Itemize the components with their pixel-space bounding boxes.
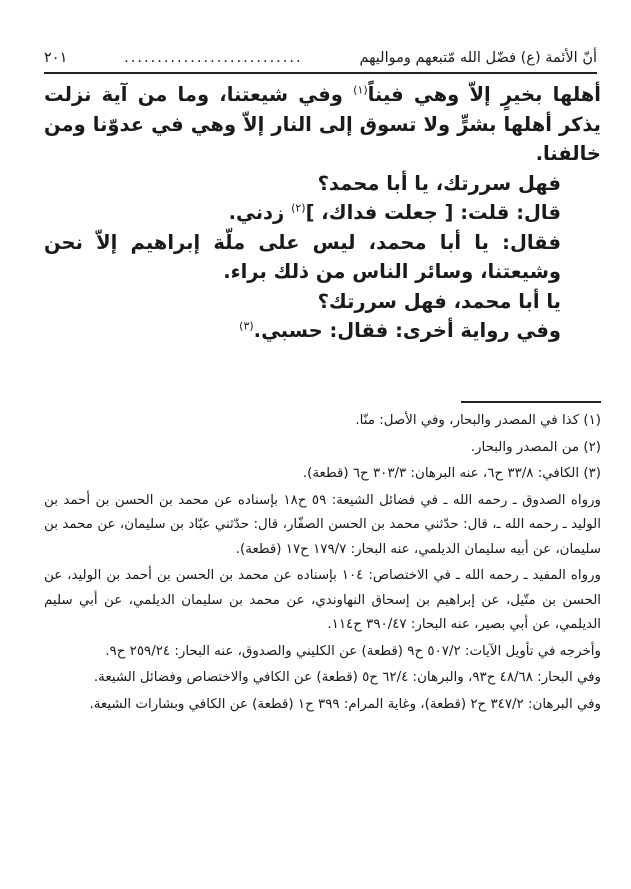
footnote-ref-3[interactable]: (٣) xyxy=(239,319,254,333)
footnote-3-saduq: ورواه الصدوق ـ رحمه الله ـ في فضائل الشيعة: ٥٩ ح١٨ بإسناده عن محمد بن الحسن بن أحمد بن الوليد ـ رحمه الله ـ، قال: حدّثني محمد بن الحسن الصفّار، قال: حدّثني عبّاد بن سليمان، عن محمد بن سليمان، عن أبيه سليمان الديلمي، عنه البحار: ١٧٩/٧ ح١٧ (قطعة). xyxy=(44,492,601,557)
paragraph-3: قال: قلت: [ جعلت فداك، ]$^{(٢)}$ زدني. xyxy=(228,201,561,224)
page-number: ٢٠١ xyxy=(44,50,68,66)
footnote-3-mufid: ورواه المفيد ـ رحمه الله ـ في الاختصاص: ١٠٤ بإسناده عن محمد بن الحسن بن أحمد بن الوليد، عن الحسن بن متّيل، عن إبراهيم بن إسحاق النهاوندي، عن محمد بن سليمان الديلمي، عن أبي سليم الديلمي، عن أبي بصير، عنه البحار: ٣٩٠/٤٧ ح١١٤. xyxy=(44,568,601,632)
paragraph-4: فقال: يا أبا محمد، ليس على ملّة إبراهيم إلاّ نحن وشيعتنا، وسائر الناس من ذلك براء. xyxy=(44,230,561,283)
paragraph-2: فهل سررتك، يا أبا محمد؟ xyxy=(317,171,561,195)
header-rule xyxy=(44,72,597,74)
footnote-3-burhan: وفي البرهان: ٣٤٧/٢ ح٢ (قطعة)، وغاية المرام: ٣٩٩ ح١ (قطعة) عن الكافي وبشارات الشيعة. xyxy=(89,696,601,712)
paragraph-1: أهلها بخيرٍ إلاّ وهي فيناً$^{(١)}$ وفي شيعتنا، وما من آية نزلت يذكر أهلها بشرٍّ ولا تسوق إلى النار إلاّ وهي في عدوّنا ومن خالفنا. xyxy=(44,83,601,165)
running-title: أنّ الأئمة (ع) فضّل الله مّتبعهم ومواليهم xyxy=(359,50,597,66)
paragraph-6: وفي رواية أخرى: فقال: حسبي.$^{(٣)}$ xyxy=(239,319,561,342)
footnote-1: (١) كذا في المصدر والبحار، وفي الأصل: منّا. xyxy=(355,413,601,428)
main-text xyxy=(44,80,601,346)
footnote-3-bihar: وفي البحار: ٤٨/٦٨ ح٩٣، والبرهان: ٦٢/٤ ح٥ (قطعة) عن الكافي والاختصاص وفضائل الشيعة. xyxy=(93,670,601,685)
footnote-separator xyxy=(461,401,601,403)
footnote-3-tawil: وأخرجه في تأويل الآيات: ٥٠٧/٢ ح٩ (قطعة) عن الكليني والصدوق، عنه البحار: ٢٥٩/٢٤ ح٩. xyxy=(105,643,601,659)
leader-dots: ........................... xyxy=(124,50,303,66)
footnote-2: (٢) من المصدر والبحار. xyxy=(470,439,601,455)
footnote-ref-1[interactable]: (١) xyxy=(353,83,368,97)
paragraph-5: يا أبا محمد، فهل سررتك؟ xyxy=(317,289,561,313)
footnote-3: (٣) الكافي: ٣٣/٨ ح٦، عنه البرهان: ٣٠٣/٣ ح٦ (قطعة). xyxy=(302,466,601,481)
footnote-ref-2[interactable]: (٢) xyxy=(291,201,306,215)
running-header xyxy=(44,40,597,66)
footnotes xyxy=(44,409,601,719)
